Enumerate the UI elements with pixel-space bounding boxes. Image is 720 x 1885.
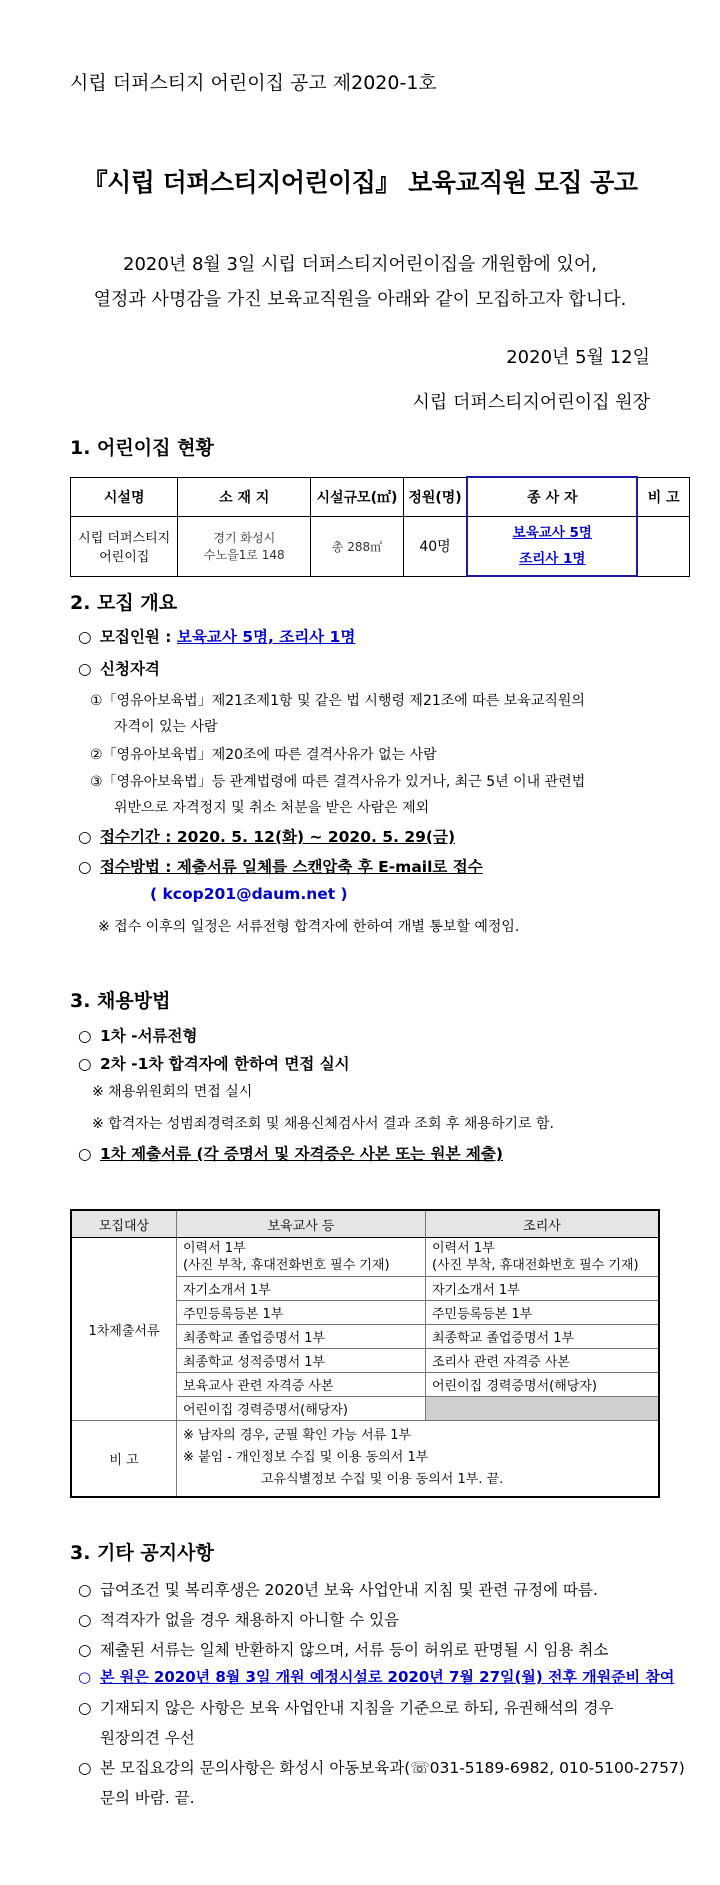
staff-teacher: 보육교사 5명 [512, 525, 592, 541]
col-header-location: 소 재 지 [178, 477, 311, 517]
table-cell: 주민등록등본 1부 [426, 1301, 660, 1325]
bullet-icon: ○ [78, 1759, 92, 1777]
intro-line-1: 2020년 8월 3일 시립 더퍼스티지어린이집을 개원함에 있어, [123, 254, 597, 275]
facility-size: 총 288㎡ [311, 517, 404, 577]
docs-header-teacher: 보육교사 등 [177, 1210, 426, 1238]
col-header-staff: 종 사 자 [467, 477, 637, 517]
col-header-capacity: 정원(명) [403, 477, 467, 517]
qualification-2: ②「영유아보육법」제20조에 따른 결격사유가 없는 사람 [90, 747, 437, 763]
other-item-4: 본 원은 2020년 8월 3일 개원 예정시설로 2020년 7월 27일(월) 전후 개원준비 참여 [100, 1668, 675, 1686]
bullet-icon: ○ [78, 1581, 92, 1599]
qualification-3b: 위반으로 자격정지 및 취소 처분을 받은 사람은 제외 [114, 800, 430, 816]
bullet-icon: ○ [78, 1145, 92, 1163]
qualification-1b: 자격이 있는 사람 [114, 719, 218, 735]
table-cell: 자기소개서 1부 [177, 1277, 426, 1301]
table-cell: 이력서 1부 (사진 부착, 휴대전화번호 필수 기재) [177, 1238, 426, 1277]
intro-line-2: 열정과 사명감을 가진 보육교직원을 아래와 같이 모집하고자 합니다. [93, 289, 627, 310]
signer: 시립 더퍼스티지어린이집 원장 [412, 392, 650, 413]
qualification-1a: ①「영유아보육법」제21조제1항 및 같은 법 시행령 제21조에 따른 보육교직원의 [90, 693, 585, 709]
facility-table [70, 476, 690, 577]
docs-title: 1차 제출서류 (각 증명서 및 자격증은 사본 또는 원본 제출) [100, 1145, 503, 1163]
table-cell-empty [426, 1397, 660, 1421]
table-cell: 어린이집 경력증명서(해당자) [177, 1397, 426, 1421]
table-cell: 최종학교 졸업증명서 1부 [177, 1325, 426, 1349]
background-check-note: ※ 합격자는 성범죄경력조회 및 채용신체검사서 결과 조회 후 채용하기로 함. [92, 1116, 554, 1132]
table-cell: 주민등록등본 1부 [177, 1301, 426, 1325]
bullet-icon: ○ [78, 628, 92, 646]
table-cell: 최종학교 졸업증명서 1부 [426, 1325, 660, 1349]
section2-heading: 2. 모집 개요 [70, 592, 178, 614]
documents-table [70, 1209, 660, 1498]
bullet-icon: ○ [78, 858, 92, 876]
step-1: 1차 -서류전형 [100, 1027, 198, 1045]
qualification-3a: ③「영유아보육법」등 관계법령에 따른 결격사유가 있거나, 최근 5년 이내 관련법 [90, 774, 586, 790]
bullet-icon: ○ [78, 1668, 92, 1686]
table-cell: 이력서 1부 (사진 부착, 휴대전화번호 필수 기재) [426, 1238, 660, 1277]
application-method: 접수방법 : 제출서류 일체를 스캔압축 후 E-mail로 접수 [100, 858, 483, 876]
other-item-2: 적격자가 없을 경우 채용하지 아니할 수 있음 [100, 1611, 400, 1629]
col-header-name: 시설명 [71, 477, 178, 517]
recruit-label: 모집인원 : [100, 628, 172, 646]
schedule-note: ※ 접수 이후의 일정은 서류전형 합격자에 한하여 개별 통보할 예정임. [98, 919, 520, 935]
other-item-1: 급여조건 및 복리후생은 2020년 보육 사업안내 지침 및 관련 규정에 따름. [100, 1581, 598, 1599]
remarks-line-1: ※ 남자의 경우, 군필 확인 가능 서류 1부 [183, 1428, 412, 1444]
table-cell: 어린이집 경력증명서(해당자) [426, 1373, 660, 1397]
facility-name: 시립 더퍼스티지 어린이집 [71, 517, 178, 577]
bullet-icon: ○ [78, 660, 92, 678]
table-cell: 조리사 관련 자격증 사본 [426, 1349, 660, 1373]
section3-heading: 3. 채용방법 [70, 990, 171, 1012]
bullet-icon: ○ [78, 1641, 92, 1659]
interview-note: ※ 채용위원회의 면접 실시 [92, 1084, 253, 1100]
bullet-icon: ○ [78, 1611, 92, 1629]
bullet-icon: ○ [78, 1027, 92, 1045]
col-header-size: 시설규모(㎡) [311, 477, 404, 517]
location-line-2: 수노을1로 148 [203, 548, 285, 563]
other-item-5b: 원장의견 우선 [100, 1729, 195, 1747]
docs-group-label: 1차제출서류 [71, 1238, 177, 1421]
other-item-3: 제출된 서류는 일체 반환하지 않으며, 서류 등이 허위로 판명될 시 임용 취소 [100, 1641, 609, 1659]
location-line-1: 경기 화성시 [213, 531, 276, 546]
remarks-line-3: 고유식별정보 수집 및 이용 동의서 1부. 끝. [261, 1472, 504, 1488]
page-title: 『시립 더퍼스티지어린이집』 보육교직원 모집 공고 [82, 168, 638, 197]
application-period: 접수기간 : 2020. 5. 12(화) ~ 2020. 5. 29(금) [100, 828, 456, 846]
notice-number: 시립 더퍼스티지 어린이집 공고 제2020-1호 [70, 72, 437, 94]
section1-heading: 1. 어린이집 현황 [70, 437, 214, 459]
remarks-label: 비 고 [71, 1421, 177, 1497]
notice-date: 2020년 5월 12일 [506, 347, 650, 368]
other-item-6b: 문의 바람. 끝. [100, 1789, 195, 1807]
bullet-icon: ○ [78, 1699, 92, 1717]
table-cell: 최종학교 성적증명서 1부 [177, 1349, 426, 1373]
table-cell: 보육교사 관련 자격증 사본 [177, 1373, 426, 1397]
recruit-value: 보육교사 5명, 조리사 1명 [176, 628, 356, 646]
bullet-icon: ○ [78, 1055, 92, 1073]
facility-capacity: 40명 [403, 517, 467, 577]
other-item-5a: 기재되지 않은 사항은 보육 사업안내 지침을 기준으로 하되, 유권해석의 경우 [100, 1699, 614, 1717]
staff-cook: 조리사 1명 [519, 551, 586, 567]
application-email[interactable]: ( kcop201@daum.net ) [150, 885, 348, 903]
docs-header-cook: 조리사 [426, 1210, 660, 1238]
other-item-6a: 본 모집요강의 문의사항은 화성시 아동보육과(☏031-5189-6982, 010-5100-2757) [100, 1759, 685, 1777]
qualification-label: 신청자격 [100, 660, 160, 678]
docs-header-target: 모집대상 [71, 1210, 177, 1238]
facility-note [637, 517, 689, 577]
section4-heading: 3. 기타 공지사항 [70, 1542, 214, 1564]
table-cell: 자기소개서 1부 [426, 1277, 660, 1301]
remarks-line-2: ※ 붙임 - 개인정보 수집 및 이용 동의서 1부 [183, 1450, 429, 1466]
step-2: 2차 -1차 합격자에 한하여 면접 실시 [100, 1055, 350, 1073]
bullet-icon: ○ [78, 828, 92, 846]
col-header-note: 비 고 [637, 477, 689, 517]
